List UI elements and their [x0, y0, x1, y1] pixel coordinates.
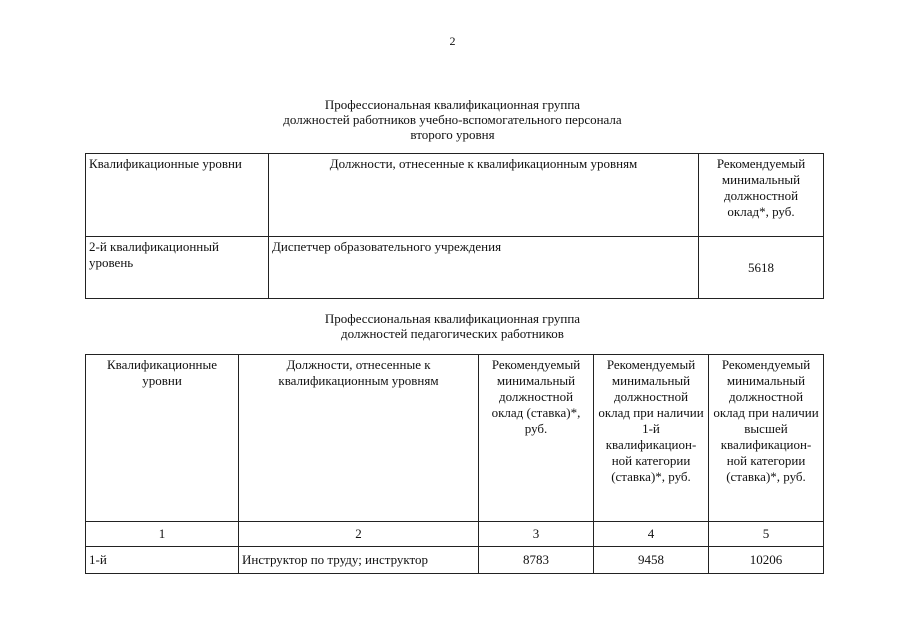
- column-number-row: [86, 522, 824, 547]
- cell-salary-base: 8783: [479, 547, 594, 574]
- header-salary-top-category: Рекомендуемый минимальный должностной оклад при наличии высшей квалификацион-ной категории (ставка)*, руб.: [709, 355, 824, 522]
- cell-level: 1-й: [86, 547, 239, 574]
- column-number: 4: [594, 522, 709, 547]
- table-header-row: [86, 154, 824, 237]
- cell-positions: Диспетчер образовательного учреждения: [269, 237, 699, 299]
- cell-level: 2-й квалификационный уровень: [86, 237, 269, 299]
- header-salary-category-1: Рекомендуемый минимальный должностной оклад при наличии 1-й квалификацион-ной категории (ставка)*, руб.: [594, 355, 709, 522]
- column-number: 2: [239, 522, 479, 547]
- column-number: 5: [709, 522, 824, 547]
- group1-title-line: второго уровня: [410, 127, 495, 142]
- header-min-salary: Рекомендуемый минимальный должностной оклад (ставка)*, руб.: [479, 355, 594, 522]
- table-row: [86, 547, 824, 574]
- group1-table: [85, 153, 824, 299]
- group2-title-line: Профессиональная квалификационная группа: [324, 311, 581, 326]
- page-number: 2: [449, 34, 456, 48]
- header-min-salary: Рекомендуемый минимальный должностной оклад*, руб.: [699, 154, 824, 237]
- column-number: 3: [479, 522, 594, 547]
- table-header-row: [86, 355, 824, 522]
- column-number: 1: [86, 522, 239, 547]
- table-row: [86, 237, 824, 299]
- header-positions: Должности, отнесенные к квалификационным уровням: [269, 154, 699, 237]
- group2-title: [0, 311, 905, 341]
- header-positions: Должности, отнесенные к квалификационным уровням: [239, 355, 479, 522]
- group2-table: [85, 354, 824, 574]
- cell-salary-category-1: 9458: [594, 547, 709, 574]
- group2-title-line: должностей педагогических работников: [341, 326, 564, 341]
- header-qualification-levels: Квалификационные уровни: [86, 355, 239, 522]
- cell-positions: Инструктор по труду; инструктор: [239, 547, 479, 574]
- group1-title: [0, 97, 905, 142]
- cell-salary-top-category: 10206: [709, 547, 824, 574]
- header-qualification-levels: Квалификационные уровни: [86, 154, 269, 237]
- group1-title-line: должностей работников учебно-вспомогательного персонала: [283, 112, 622, 127]
- group1-title-line: Профессиональная квалификационная группа: [324, 97, 581, 112]
- cell-salary: 5618: [699, 237, 824, 299]
